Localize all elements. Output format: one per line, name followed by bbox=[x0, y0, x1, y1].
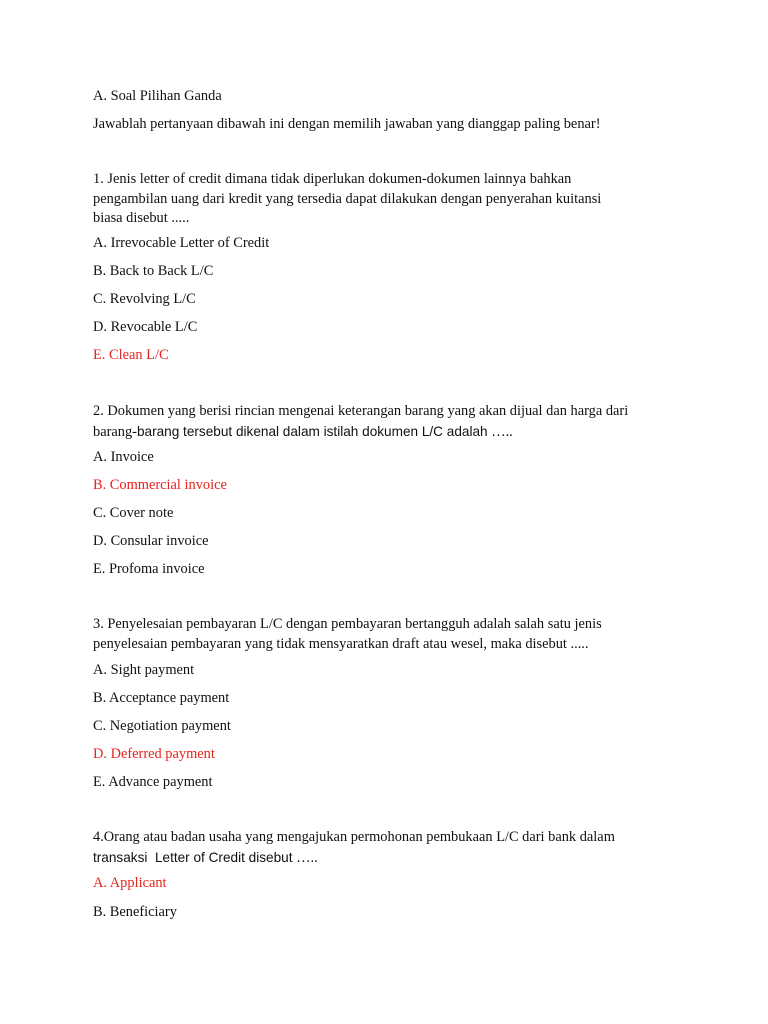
question-1-option-d: D. Revocable L/C bbox=[93, 319, 198, 335]
question-1-option-a: A. Irrevocable Letter of Credit bbox=[93, 235, 270, 251]
question-1-option-e-answer: E. Clean L/C bbox=[93, 347, 169, 363]
question-4-text-line-2 bbox=[93, 848, 318, 869]
section-title: A. Soal Pilihan Ganda bbox=[93, 88, 222, 104]
question-2-option-e: E. Profoma invoice bbox=[93, 561, 205, 577]
question-2-option-a: A. Invoice bbox=[93, 449, 154, 465]
question-2-text-line-2 bbox=[93, 422, 513, 443]
question-3-text-line-2: penyelesaian pembayaran yang tidak mensyaratkan draft atau wesel, maka disebut ..... bbox=[93, 635, 589, 652]
question-2-option-b-answer: B. Commercial invoice bbox=[93, 477, 227, 493]
question-2-text-line-2-rest: barang tersebut dikenal dalam istilah dokumen L/C adalah bbox=[136, 423, 488, 439]
question-1-text-line-1: 1. Jenis letter of credit dimana tidak diperlukan dokumen-dokumen lainnya bahkan bbox=[93, 171, 572, 187]
question-3-option-a: A. Sight payment bbox=[93, 662, 195, 678]
question-2-option-c: C. Cover note bbox=[93, 505, 174, 521]
question-3-option-b: B. Acceptance payment bbox=[93, 690, 230, 706]
question-2-option-d: D. Consular invoice bbox=[93, 533, 209, 549]
question-3-text-line-1: 3. Penyelesaian pembayaran L/C dengan pembayaran bertangguh adalah salah satu jenis bbox=[93, 616, 602, 632]
question-2-text-line-2-start: barang- bbox=[93, 423, 137, 440]
question-4-option-b: B. Beneficiary bbox=[93, 904, 177, 920]
question-2-text-line-2-ellipsis: ….. bbox=[487, 423, 513, 440]
question-1-text-line-3: biasa disebut ..... bbox=[93, 210, 190, 226]
question-3-option-e: E. Advance payment bbox=[93, 774, 213, 790]
question-1-option-b: B. Back to Back L/C bbox=[93, 263, 214, 279]
question-3-option-c: C. Negotiation payment bbox=[93, 718, 231, 734]
question-2-text-line-1: 2. Dokumen yang berisi rincian mengenai keterangan barang yang akan dijual dan harga dari bbox=[93, 403, 629, 419]
instruction-text: Jawablah pertanyaan dibawah ini dengan memilih jawaban yang dianggap paling benar! bbox=[93, 116, 601, 132]
question-4-text-line-1: 4.Orang atau badan usaha yang mengajukan permohonan pembukaan L/C dari bank dalam bbox=[93, 829, 615, 845]
question-4-option-a-answer: A. Applicant bbox=[93, 875, 167, 891]
question-1-option-c: C. Revolving L/C bbox=[93, 291, 196, 307]
question-4-text-line-2-ellipsis: ….. bbox=[292, 849, 318, 866]
question-4-text-line-2-main: transaksi Letter of Credit disebut bbox=[93, 849, 293, 865]
question-1-text-line-2: pengambilan uang dari kredit yang tersedia dapat dilakukan dengan penyerahan kuitansi bbox=[93, 190, 602, 207]
question-3-option-d-answer: D. Deferred payment bbox=[93, 746, 215, 762]
